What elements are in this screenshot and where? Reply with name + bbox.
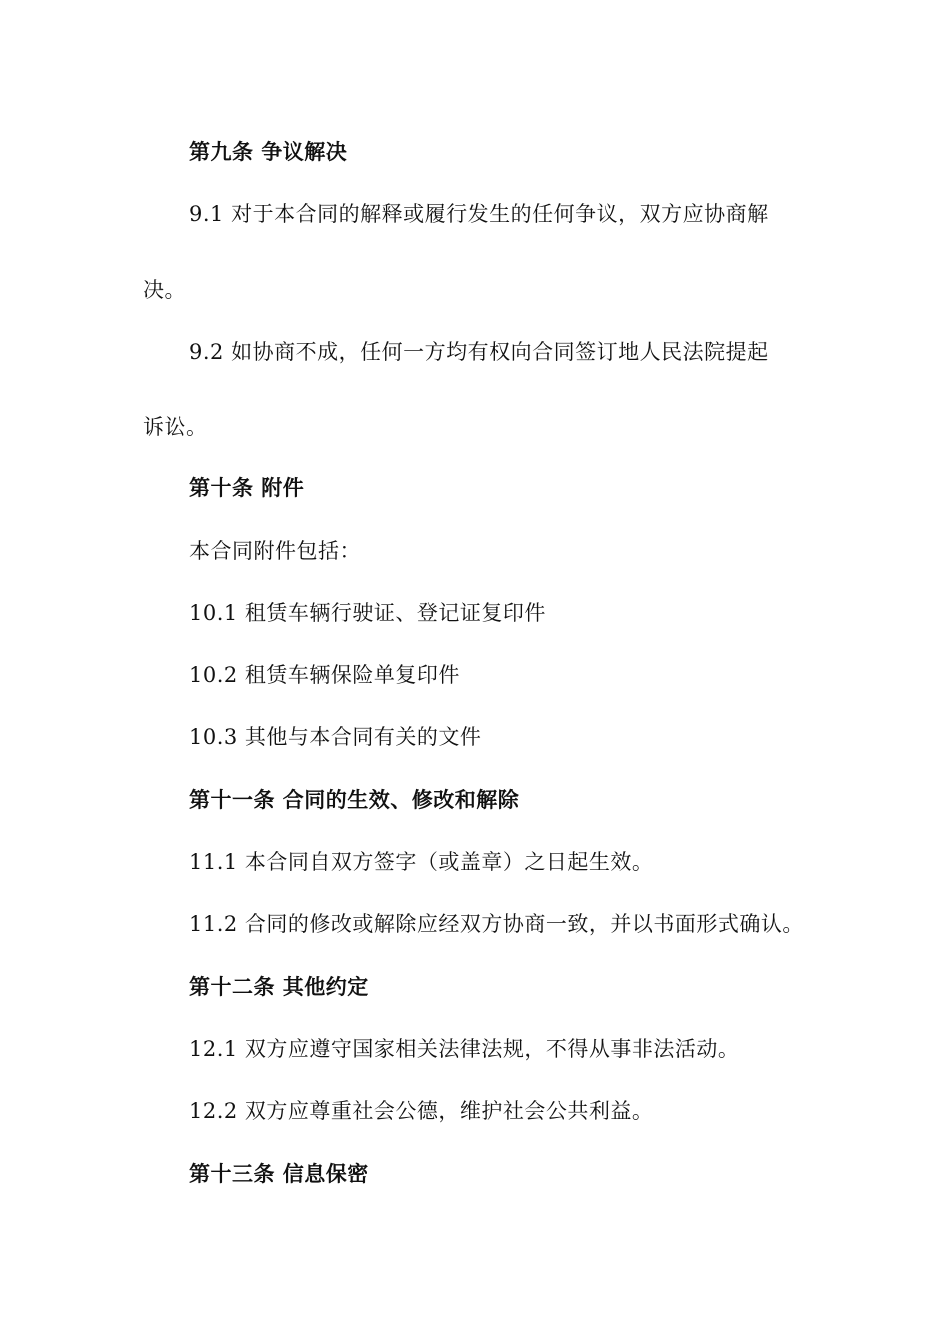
section-heading: 第九条 争议解决 (189, 139, 348, 164)
clause-text: 11.2 合同的修改或解除应经双方协商一致，并以书面形式确认。 (189, 912, 804, 936)
clause-text-continued: 诉讼。 (143, 415, 208, 439)
clause-text: 9.2 如协商不成，任何一方均有权向合同签订地人民法院提起 (189, 340, 769, 364)
section-heading: 第十一条 合同的生效、修改和解除 (189, 787, 520, 812)
clause-text: 12.1 双方应遵守国家相关法律法规，不得从事非法活动。 (189, 1037, 740, 1061)
section-heading: 第十条 附件 (189, 475, 305, 500)
section-heading: 第十三条 信息保密 (189, 1161, 369, 1186)
clause-text: 9.1 对于本合同的解释或履行发生的任何争议，双方应协商解 (189, 202, 769, 226)
clause-text: 10.2 租赁车辆保险单复印件 (189, 663, 460, 687)
section-intro: 本合同附件包括： (189, 539, 361, 563)
clause-text: 10.1 租赁车辆行驶证、登记证复印件 (189, 601, 546, 625)
clause-text-continued: 决。 (143, 278, 186, 302)
clause-text: 12.2 双方应尊重社会公德，维护社会公共利益。 (189, 1099, 654, 1123)
section-heading: 第十二条 其他约定 (189, 974, 369, 999)
clause-text: 10.3 其他与本合同有关的文件 (189, 725, 482, 749)
clause-text: 11.1 本合同自双方签字（或盖章）之日起生效。 (189, 850, 654, 874)
